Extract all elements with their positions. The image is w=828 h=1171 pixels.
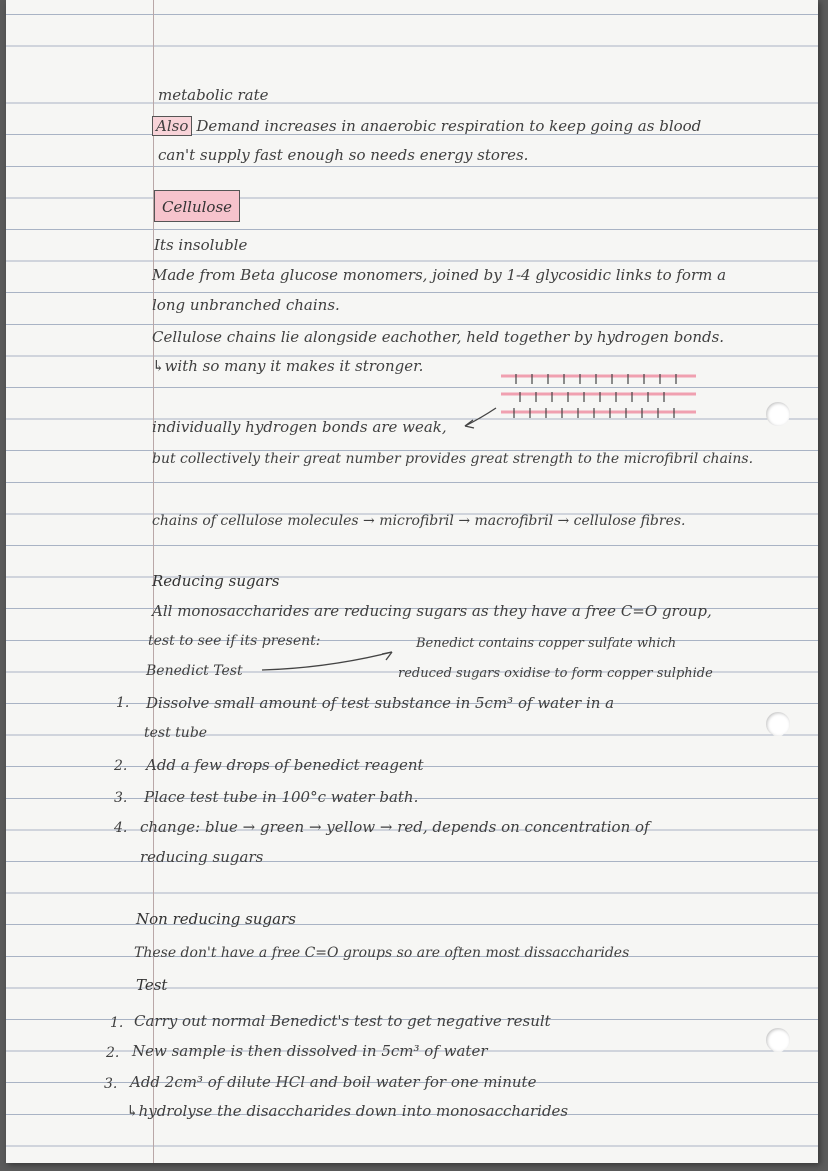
list-number: 2. <box>106 1045 120 1061</box>
reducing-sugars-heading: Reducing sugars <box>152 572 280 590</box>
note-line: ↳with so many it makes it stronger. <box>152 357 424 375</box>
test-heading: Test <box>136 976 168 994</box>
list-number: 3. <box>104 1076 118 1092</box>
note-line: Made from Beta glucose monomers, joined by 1-4 glycosidic links to form a <box>152 266 727 284</box>
list-number: 4. <box>114 820 128 836</box>
note-line: Benedict contains copper sulfate which <box>416 636 677 651</box>
note-line: change: blue → green → yellow → red, depends on concentration of <box>140 818 650 836</box>
note-line: Add 2cm³ of dilute HCl and boil water for one minute <box>130 1073 537 1091</box>
note-line: Carry out normal Benedict's test to get negative result <box>134 1012 551 1030</box>
note-line: can't supply fast enough so needs energy stores. <box>158 146 529 164</box>
note-line: test to see if its present: <box>148 633 321 649</box>
note-line: ↳hydrolyse the disaccharides down into monosaccharides <box>126 1102 569 1120</box>
arrow-icon <box>258 646 398 676</box>
list-number: 2. <box>114 758 128 774</box>
note-line: test tube <box>144 725 208 741</box>
arrow-icon <box>461 404 501 434</box>
notebook-page <box>6 0 818 1163</box>
list-number: 1. <box>116 695 130 711</box>
note-line: Benedict Test <box>146 663 243 679</box>
note-line: Add a few drops of benedict reagent <box>146 756 424 774</box>
punch-hole <box>766 1028 790 1052</box>
punch-hole <box>766 712 790 736</box>
cellulose-chains-sketch <box>496 370 706 430</box>
note-line: New sample is then dissolved in 5cm³ of water <box>132 1042 488 1060</box>
cellulose-heading: Cellulose <box>154 190 240 222</box>
list-number: 3. <box>114 790 128 806</box>
punch-hole <box>766 402 790 426</box>
note-line: Its insoluble <box>154 236 248 254</box>
also-box: Also <box>152 116 192 136</box>
note-line: reduced sugars oxidise to form copper sulphide <box>398 666 713 681</box>
note-line: reducing sugars <box>140 848 264 866</box>
note-line: metabolic rate <box>158 86 269 104</box>
note-line: long unbranched chains. <box>152 296 340 314</box>
non-reducing-sugars-heading: Non reducing sugars <box>136 910 296 928</box>
note-text: Demand increases in anaerobic respiration to keep going as blood <box>196 117 702 135</box>
note-line: Dissolve small amount of test substance in 5cm³ of water in a <box>146 694 615 712</box>
note-line: but collectively their great number provides great strength to the microfibril chains. <box>152 451 754 467</box>
note-line <box>152 117 701 135</box>
note-line: chains of cellulose molecules → microfibril → macrofibril → cellulose fibres. <box>152 513 686 529</box>
note-line: All monosaccharides are reducing sugars as they have a free C=O group, <box>152 602 712 620</box>
note-line: Place test tube in 100°c water bath. <box>144 788 419 806</box>
note-line: These don't have a free C=O groups so are often most dissaccharides <box>134 945 630 961</box>
note-line: individually hydrogen bonds are weak, <box>152 418 447 436</box>
note-line: Cellulose chains lie alongside eachother, held together by hydrogen bonds. <box>152 328 725 346</box>
list-number: 1. <box>110 1015 124 1031</box>
